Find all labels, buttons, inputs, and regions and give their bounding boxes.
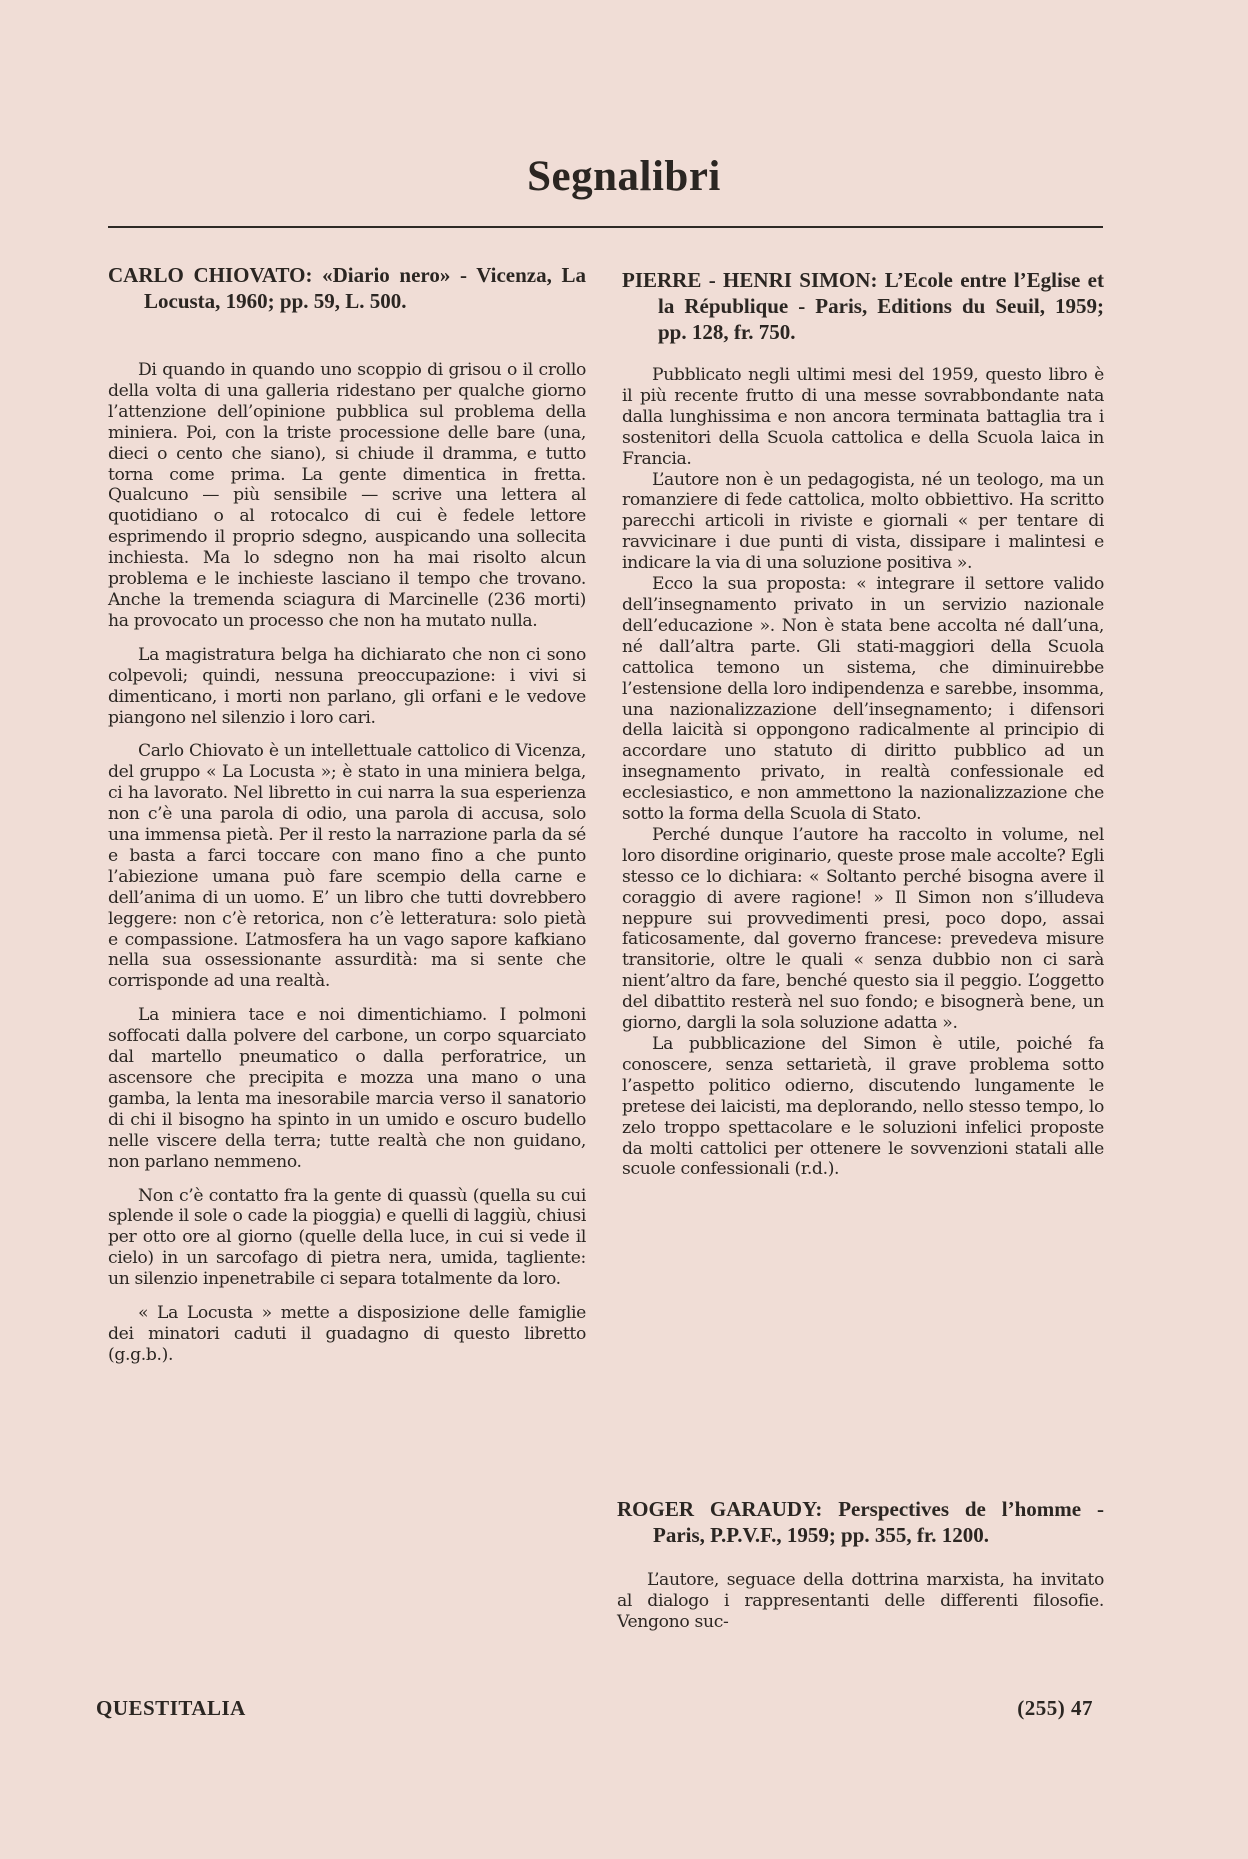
review-heading xyxy=(617,1496,1104,1548)
review-heading xyxy=(622,267,1104,345)
paragraph: La magistratura belga ha dichiarato che non ci sono colpevoli; quindi, nessuna preoccupazione: i vivi si dimenticano, i morti non parlano, gli orfani e le vedove piangono nel silenzio i loro cari. xyxy=(108,644,586,728)
paragraph: La miniera tace e noi dimentichiamo. I polmoni soffocati dalla polvere del carbone, un corpo squarciato dal martello pneumatico o dalla perforatrice, un ascensore che precipita e mozza una mano o una gamba, la lenta ma inesorabile marcia verso il sanatorio di chi il bisogno ha spinto in un umido e oscuro budello nelle viscere della terra; tutte realtà che non guidano, non parlano nemmeno. xyxy=(108,1005,586,1172)
title-rule xyxy=(108,226,1103,228)
paragraph: La pubblicazione del Simon è utile, poiché fa conoscere, senza settarietà, il grave problema sotto l’aspetto politico odierno, discutendo lungamente le pretese dei laicisti, ma deplorando, nello stesso tempo, lo zelo troppo spettacolare e le soluzioni infelici proposte da molti cattolici per ottenere le sovvenzioni statali alle scuole confessionali (r.d.). xyxy=(622,1034,1104,1180)
paragraph: Pubblicato negli ultimi mesi del 1959, questo libro è il più recente frutto di una messe sovrabbondante nata dalla lunghissima e non ancora terminata battaglia tra i sostenitori della Scuola cattolica e della Scuola laica in Francia. xyxy=(622,365,1104,469)
page-number: (255) 47 xyxy=(1017,1696,1093,1720)
review-bibliography: : L’Ecole entre l’Eglise et la République - Paris, Editions du Seuil, 1959; pp. 128, fr. 750. xyxy=(658,268,1104,344)
paragraph: L’autore non è un pedagogista, né un teologo, ma un romanziere di fede cattolica, molto obbiettivo. Ha scritto parecchi articoli in riviste e giornali « per tentare di ravvicinare i due punti di vista, dissipare i malintesi e indicare la via di una soluzione positiva ». xyxy=(622,469,1104,574)
spacer xyxy=(622,345,1104,365)
journal-name: QUESTITALIA xyxy=(96,1696,246,1720)
paragraph: L’autore, seguace della dottrina marxista, ha invitato al dialogo i rappresentanti delle differenti filosofie. Vengono suc- xyxy=(617,1570,1104,1632)
paragraph: Carlo Chiovato è un intellettuale cattolico di Vicenza, del gruppo « La Locusta »; è stato in una miniera belga, ci ha lavorato. Nel libretto in cui narra la sua esperienza non c’è una parola di odio, una parola di accusa, solo una immensa pietà. Per il resto la narrazione parla da sé e basta a farci toccare con mano fino a che punto l’abiezione umana può fare scempio della carne e dell’anima di un uomo. E’ un libro che tutti dovrebbero leggere: non c’è retorica, non c’è letteratura: solo pietà e compassione. L’atmosfera ha un vago sapore kafkiano nella sua ossessionante assurdità: ma si sente che corrisponde ad una realtà. xyxy=(108,741,586,992)
paragraph: Perché dunque l’autore ha raccolto in volume, nel loro disordine originario, queste prose male accolte? Egli stesso ce lo dichiara: « Soltanto perché bisogna avere il coraggio di avere ragione! » Il Simon non s’illudeva neppure sui provvedimenti presi, poco dopo, assai faticosamente, dal governo francese: prevedeva misure transitorie, oltre le quali « senza dubbio non ci sarà nient’altro da fare, benché questo sia il peggio. L’oggetto del dibattito resterà nel suo fondo; e bisognerà bene, un giorno, dargli la sola soluzione adatta ». xyxy=(622,824,1104,1034)
paragraph: Non c’è contatto fra la gente di quassù (quella su cui splende il sole o cade la pioggia) e quelli di laggiù, chiusi per otto ore al giorno (quelle della luce, in cui si vede il cielo) in un sarcofago di pietra nera, umida, tagliente: un silenzio inpenetrabile ci separa totalmente da loro. xyxy=(108,1185,586,1290)
paragraph: « La Locusta » mette a disposizione delle famiglie dei minatori caduti il guadagno di questo libretto (g.g.b.). xyxy=(108,1303,586,1365)
right-column-review-1 xyxy=(622,267,1104,1180)
spacer xyxy=(617,1548,1104,1570)
paragraph: Ecco la sua proposta: « integrare il settore valido dell’insegnamento privato in un servizio nazionale dell’educazione ». Non è stata bene accolta né dall’una, né dall’altra parte. Gli stati-maggiori della Scuola cattolica temono un sistema, che diminuirebbe l’estensione della loro indipendenza e sarebbe, insomma, una nazionalizzazione dell’insegnamento; i difensori della laicità si oppongono radicalmente al principio di accordare uno statuto di diritto pubblico ad un insegnamento privato, in realtà confessionale ed ecclesiastico, e non ammettono la nazionalizzazione che sotto la forma della Scuola di Stato. xyxy=(622,574,1104,825)
review-bibliography: : Perspectives de l’homme - Paris, P.P.V.F., 1959; pp. 355, fr. 1200. xyxy=(653,1497,1104,1547)
spacer xyxy=(108,314,586,360)
page-title: Segnalibri xyxy=(527,153,721,200)
review-bibliography: : «Diario nero» - Vicenza, La Locusta, 1960; pp. 59, L. 500. xyxy=(144,263,587,313)
review-author: ROGER GARAUDY xyxy=(617,1497,816,1521)
review-author: PIERRE - HENRI SIMON xyxy=(622,268,871,292)
review-heading xyxy=(108,262,586,314)
right-column-review-2 xyxy=(617,1496,1104,1633)
review-author: CARLO CHIOVATO xyxy=(108,263,306,287)
left-column xyxy=(108,262,586,1366)
paragraph: Di quando in quando uno scoppio di grisou o il crollo della volta di una galleria ridestano per qualche giorno l’attenzione dell’opinione pubblica sul problema della miniera. Poi, con la triste processione delle bare (una, dieci o cento che siano), si chiude il dramma, e tutto torna come prima. La gente dimentica in fretta. Qualcuno — più sensibile — scrive una lettera al quotidiano o al rotocalco di cui è fedele lettore esprimendo il proprio sdegno, auspicando una sollecita inchiesta. Ma lo sdegno non ha mai risolto alcun problema e le inchieste lasciano il tempo che trovano. Anche la tremenda sciagura di Marcinelle (236 morti) ha provocato un processo che non ha mutato nulla. xyxy=(108,360,586,631)
